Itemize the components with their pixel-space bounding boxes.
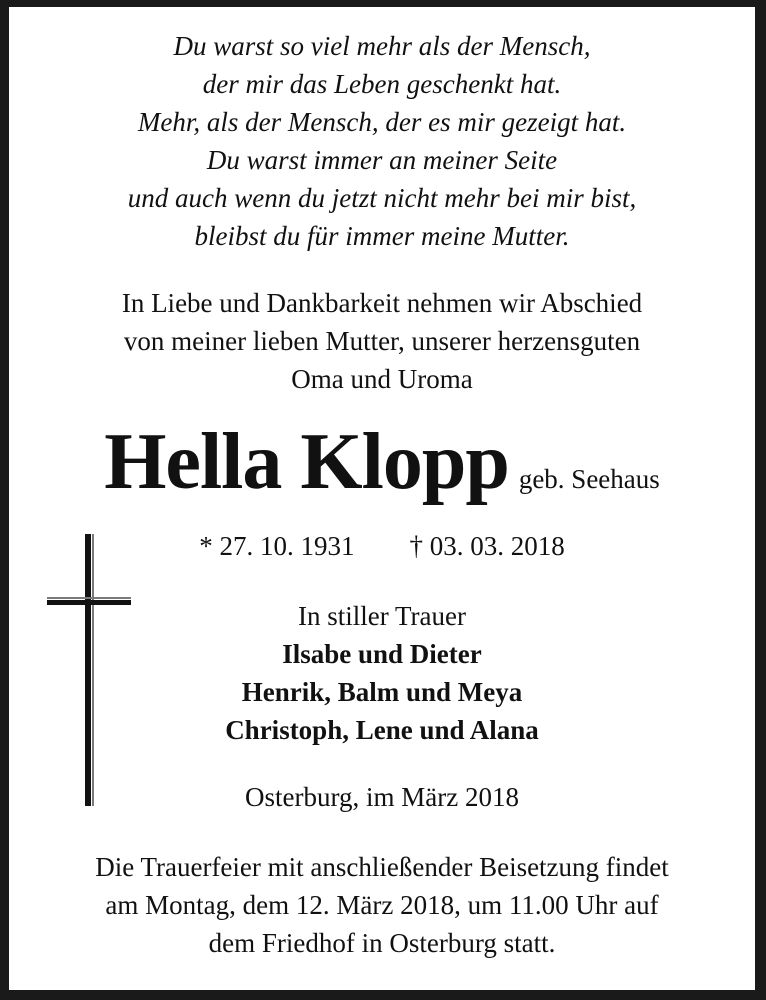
ceremony-line: dem Friedhof in Osterburg statt. [208,928,556,958]
poem-line: der mir das Leben geschenkt hat. [202,69,562,99]
poem-line: bleibst du für immer meine Mutter. [194,221,570,251]
intro-line: von meiner lieben Mutter, unserer herzensguten [123,326,641,356]
intro-line: In Liebe und Dankbarkeit nehmen wir Abschied [121,288,643,318]
ceremony-line: am Montag, dem 12. März 2018, um 11.00 Uhr auf [105,890,659,920]
death-date: † 03. 03. 2018 [409,531,565,561]
place-and-date: Osterburg, im März 2018 [245,782,519,812]
poem-line: und auch wenn du jetzt nicht mehr bei mir bist, [127,183,637,213]
mourners-heading: In stiller Trauer [298,601,466,631]
poem-line: Mehr, als der Mensch, der es mir gezeigt hat. [137,107,627,137]
mourner-name: Henrik, Balm und Meya [241,677,523,707]
ceremony-info [9,848,755,962]
mourners-block [9,597,755,749]
mourner-name: Ilsabe und Dieter [282,639,482,669]
memorial-poem [9,27,755,255]
obituary-notice [9,7,755,990]
mourner-name: Christoph, Lene und Alana [225,715,539,745]
birth-name: geb. Seehaus [518,464,660,494]
intro-line: Oma und Uroma [291,364,473,394]
deceased-name: Hella Klopp [104,418,509,506]
farewell-intro [9,284,755,398]
poem-line: Du warst so viel mehr als der Mensch, [173,31,591,61]
poem-line: Du warst immer an meiner Seite [206,145,558,175]
birth-date: * 27. 10. 1931 [199,531,355,561]
deceased-name-line [9,417,755,507]
ceremony-line: Die Trauerfeier mit anschließender Beisetzung findet [95,852,669,882]
